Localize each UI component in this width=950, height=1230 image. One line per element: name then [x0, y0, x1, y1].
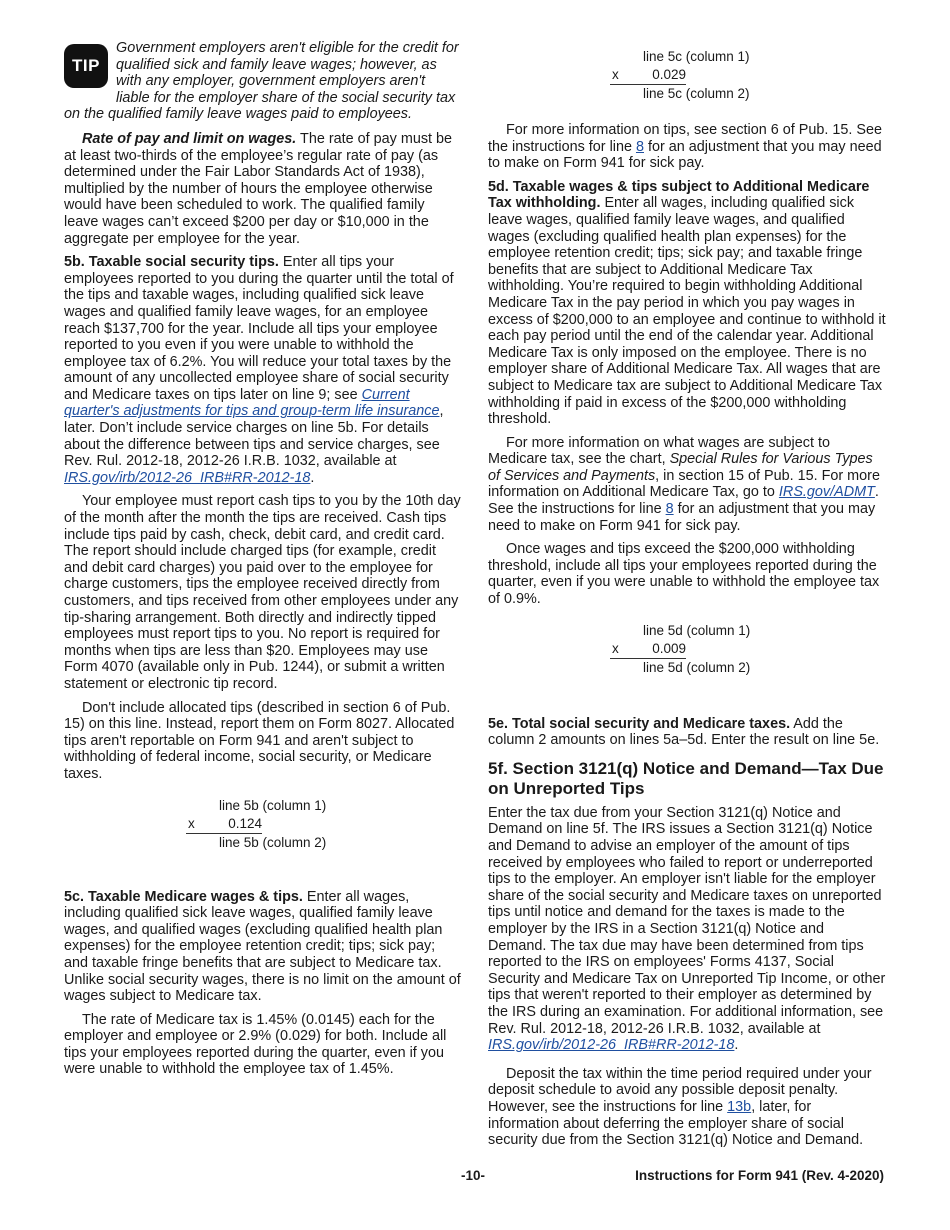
rate-text: The rate of pay must be at least two-thirds of the employee’s regular rate of pay (as determined under the Fair Labor Standards Act of 1938), multiplied by the number of hours the employee otherwise would have been scheduled to work. The qualified family leave wages can’t exceed $200 per day or $10,000 in the aggregate per employee for the year.: [64, 130, 453, 247]
calc-5c-x: x: [612, 67, 619, 82]
section-5c-text: Enter all wages, including qualified sick leave wages, qualified family leave wages, and qualified wages (excluding qualified health plan expenses) for the employee retention credit; tips; sick pay; and taxable fringe benefits that are subject to Medicare tax. Unlike social security wages, there is no limit on the amount of wages subject to Medicare tax.: [64, 888, 461, 1005]
section-5b-text-3: .: [310, 469, 315, 486]
section-5f-heading: 5f. Section 3121(q) Notice and Demand—Tax Due on Unreported Tips: [488, 758, 884, 798]
section-5b-paragraph: [64, 254, 462, 486]
section-5c-heading: 5c. Taxable Medicare wages & tips.: [64, 888, 303, 905]
irs-admt-link[interactable]: IRS.gov/ADMT: [778, 484, 875, 501]
section-5c-tips-info-text-2: for an adjustment that you may need to make on Form 941 for sick pay.: [488, 138, 882, 172]
line-8-link-2[interactable]: 8: [665, 501, 674, 518]
calc-5c-rate: 0.029: [610, 66, 686, 85]
section-5d-info-text-2: , in section 15 of Pub. 15. For more information on Additional Medicare Tax, go to: [488, 467, 880, 501]
section-5d-heading: 5d. Taxable wages & tips subject to Additional Medicare Tax withholding.: [488, 178, 870, 212]
calc-5d-line2: line 5d (column 2): [643, 659, 751, 675]
section-5d-paragraph: [488, 179, 886, 428]
section-5b-allocated-tips-paragraph: Don't include allocated tips (described in section 6 of Pub. 15) on this line. Instead, report them on Form 8027. Allocated tips aren't reportable on Form 941 and aren't subject to withholding of federal income, social security, or Medicare taxes.: [64, 699, 455, 782]
section-5f-paragraph: [488, 805, 886, 1054]
left-column: [64, 40, 462, 1085]
form-title-footer: Instructions for Form 941 (Rev. 4-2020): [635, 1168, 884, 1183]
right-column: [488, 40, 886, 1156]
special-rules-chart-title: Special Rules for Various Types of Services and Payments: [488, 451, 873, 484]
calc-5b-rate: 0.124: [186, 815, 262, 834]
section-5b-text: Enter all tips your employees reported to you during the quarter until the total of the tips and taxable wages, including qualified sick leave wages and qualified family leave wages, for an employee reach $137,700 for the year. Include all tips your employee reported to you even if you were unable to withhold the employee tax of 6.2%. You will reduce your total taxes by the amount of any uncollected employee share of social security and Medicare taxes on tips later on line 9; see: [64, 254, 454, 403]
page-number: -10-: [461, 1168, 486, 1183]
line-8-link[interactable]: 8: [635, 138, 644, 155]
section-5f-deposit-text-2: , later, for information about deferring the employer share of social security due from the Section 3121(q) Notice and Demand.: [488, 1098, 864, 1149]
section-5c-tips-info-paragraph: [488, 122, 886, 172]
rate-paragraph: [64, 131, 462, 247]
section-5d-info-paragraph: [488, 435, 886, 535]
calc-5b-x: x: [188, 815, 195, 831]
section-5f-text-end: .: [734, 1037, 739, 1054]
section-5d-text: Enter all wages, including qualified sick leave wages, qualified family leave wages, and qualified wages (excluding qualified health plan expenses) for the employee retention credit; tips; sick pay; and taxable fringe benefits that are subject to Additional Medicare Tax withholding. You’re required to begin withholding Additional Medicare Tax in the pay period in which you pay wages in excess of $200,000 to an employee and continue to withhold it each pay period until the end of the calendar year. Additional Medicare Tax is only imposed on the employee. There is no employer share of Additional Medicare Tax. All wages that are subject to Medicare tax are subject to Additional Medicare Tax withholding if paid in excess of the $200,000 withholding threshold.: [488, 195, 886, 428]
calc-5d-x: x: [612, 640, 619, 656]
current-quarter-adjustments-link[interactable]: Current quarter's adjustments for tips and group-term life insurance: [64, 386, 440, 420]
calc-5d-rate: 0.009: [610, 640, 686, 659]
calc-5b-line1: line 5b (column 1): [219, 797, 327, 813]
section-5e-paragraph: [488, 716, 886, 749]
tip-text: Government employers aren't eligible for the credit for qualified sick and family leave wages; however, as with any employer, government employers aren't liable for the employer share of the social security tax on the qualified family leave wages paid to employees.: [64, 40, 459, 123]
rate-heading: Rate of pay and limit on wages.: [82, 130, 297, 147]
calc-5d: [488, 622, 886, 680]
section-5b-cash-tips-paragraph: Your employee must report cash tips to you by the 10th day of the month after the month the tips are received. Cash tips include tips paid by cash, check, debit card, and credit card. The report should include charged tips (for example, credit and debit card charges) you paid over to the employee for charge customers, tips the employee received directly from customers, and tips received from other employees under any tip-sharing arrangement. Both directly and indirectly tipped employees must report tips to you. No report is required for months when tips are less than $20. Employees may use Form 4070 (available only in Pub. 1244), or submit a written statement or electronic tip record.: [64, 493, 461, 692]
tip-box: [64, 40, 462, 123]
calc-5c: [488, 48, 886, 106]
section-5c-rate-paragraph: The rate of Medicare tax is 1.45% (0.0145) each for the employer and employee or 2.9% (0.029) for both. Include all tips your employees reported during the quarter, even if you were unable to withhold the employee tax of 1.45%.: [64, 1011, 447, 1078]
calc-5d-line1: line 5d (column 1): [643, 622, 751, 638]
section-5d-info-text-4: for an adjustment that you may need to make on Form 941 for sick pay.: [488, 501, 876, 534]
section-5e-text: Add the column 2 amounts on lines 5a–5d. Enter the result on line 5e.: [488, 715, 880, 749]
tip-icon: TIP: [64, 44, 108, 88]
section-5d-info-text-3: . See the instructions for line: [488, 484, 879, 518]
section-5b-text-2: , later. Don’t include service charges on line 5b. For details about the difference between tips and service charges, see Rev. Rul. 2012-18, 2012-26 I.R.B. 1032, available at: [64, 403, 444, 470]
calc-5b-line2: line 5b (column 2): [219, 834, 327, 850]
irs-irb-2012-26-link-2[interactable]: IRS.gov/irb/2012-26_IRB#RR-2012-18: [488, 1037, 735, 1054]
section-5c-paragraph: [64, 889, 462, 1005]
calc-5b: [64, 797, 462, 855]
calc-5c-line2: line 5c (column 2): [643, 86, 750, 101]
calc-5c-line1: line 5c (column 1): [643, 49, 750, 64]
section-5d-info-text: For more information on what wages are subject to Medicare tax, see the chart,: [488, 434, 830, 468]
section-5d-threshold-paragraph: Once wages and tips exceed the $200,000 withholding threshold, include all tips your employees reported during the quarter, even if you were unable to withhold the employee tax of 0.9%.: [488, 541, 880, 608]
irs-irb-2012-26-link[interactable]: IRS.gov/irb/2012-26_IRB#RR-2012-18: [64, 469, 311, 486]
section-5f-deposit-paragraph: [488, 1066, 886, 1149]
section-5f-text: Enter the tax due from your Section 3121(q) Notice and Demand on line 5f. The IRS issues a Section 3121(q) Notice and Demand to advise an employer of the amount of tips received by employees who failed to report or underreported tips to the employer. An employer isn't liable for the employer share of the social security and Medicare taxes on unreported tips until notice and demand for the taxes is made to the employer by the IRS in a Section 3121(q) Notice and Demand. The tax due may have been determined from tips reported to the IRS on employees' Forms 4137, Social Security and Medicare Tax on Unreported Tip Income, or other tips that weren't reported to their employer as determined by the IRS during an examination. For additional information, see Rev. Rul. 2012-18, 2012-26 I.R.B. 1032, available at: [488, 804, 886, 1037]
line-13b-link[interactable]: 13b: [727, 1098, 752, 1115]
section-5f-deposit-text: Deposit the tax within the time period required under your deposit schedule to avoid any possible deposit penalty. However, see the instructions for line: [488, 1065, 872, 1115]
section-5b-heading: 5b. Taxable social security tips.: [64, 254, 279, 271]
section-5e-heading: 5e. Total social security and Medicare taxes.: [488, 715, 791, 732]
section-5c-tips-info-text: For more information on tips, see section 6 of Pub. 15. See the instructions for line: [488, 122, 882, 155]
